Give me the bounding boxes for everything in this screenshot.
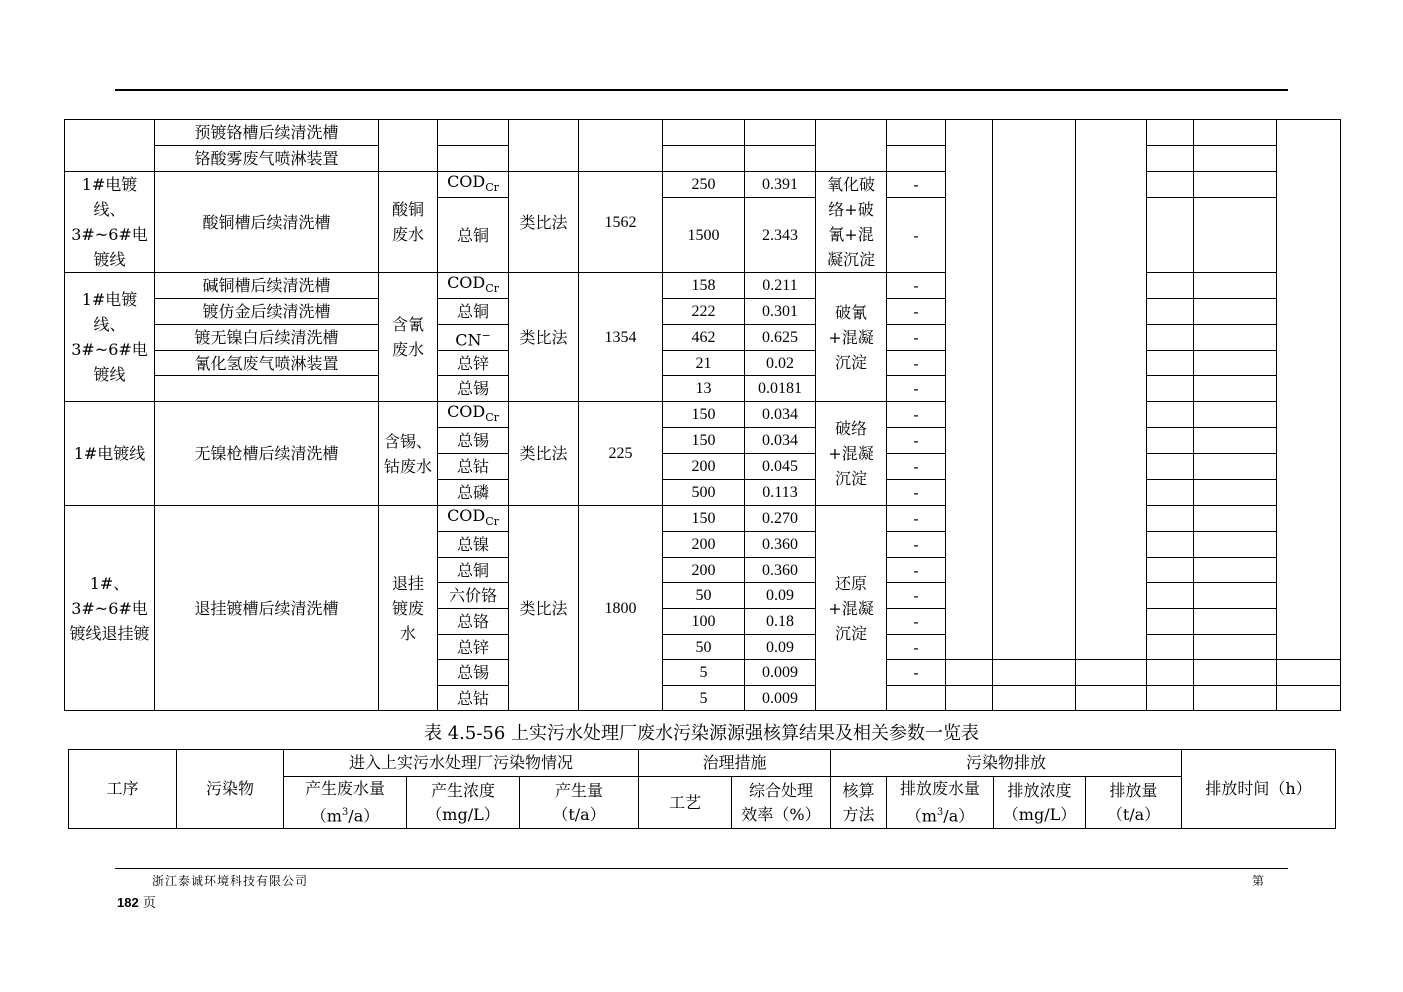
pollutant-cell xyxy=(437,298,509,325)
pollutant-cell xyxy=(437,659,509,686)
pollutant-name: 六价铬 xyxy=(448,586,497,605)
line-cell: 1#电镀线、3#~6#电镀线 xyxy=(64,171,155,273)
header-inflow-group: 进入上实污水处理厂污染物情况 xyxy=(283,749,639,777)
pollutant-cell xyxy=(437,685,509,711)
process-cell: 镀仿金后续清洗槽 xyxy=(154,298,379,325)
treatment-cell: 氧化破络+破氰+混凝沉淀 xyxy=(815,171,887,273)
conc-cell: 250 xyxy=(662,171,745,198)
blank-cell xyxy=(992,659,1076,686)
amount-cell: 0.270 xyxy=(744,505,816,532)
blank-cell xyxy=(1193,298,1277,325)
blank-cell xyxy=(1193,531,1277,558)
blank-cell xyxy=(1146,197,1194,273)
emission-cell: - xyxy=(886,479,946,506)
blank-cell xyxy=(1146,634,1194,660)
header-process: 工序 xyxy=(68,749,177,829)
conc-cell: 5 xyxy=(662,659,745,686)
header-rule xyxy=(115,89,1288,91)
conc-cell: 50 xyxy=(662,582,745,609)
conc-cell: 150 xyxy=(662,401,745,428)
amount-cell: 0.391 xyxy=(744,171,816,198)
conc-cell: 13 xyxy=(662,375,745,402)
blank-cell xyxy=(1193,634,1277,660)
emission-cell: - xyxy=(886,634,946,660)
blank-cell xyxy=(1276,685,1341,711)
amount-cell: 0.045 xyxy=(744,453,816,480)
table-caption: 表 4.5-56 上实污水处理厂废水污染源源强核算结果及相关参数一览表 xyxy=(423,723,980,744)
page-suffix: 页 xyxy=(138,896,156,911)
volume-cell: 1562 xyxy=(578,171,663,273)
amount-cell: 0.02 xyxy=(744,350,816,376)
pollutant-cell xyxy=(437,119,509,146)
line-cell xyxy=(64,119,155,172)
process-cell: 镀无镍白后续清洗槽 xyxy=(154,324,379,351)
blank-cell xyxy=(1193,145,1277,172)
pollutant-name: $COD_{Cr}$ xyxy=(447,505,499,529)
amount-cell: 0.18 xyxy=(744,608,816,635)
amount-cell: 0.009 xyxy=(744,685,816,711)
pollutant-name: $COD_{Cr}$ xyxy=(447,401,499,425)
page-number: 182 xyxy=(117,895,139,910)
conc-cell: 200 xyxy=(662,453,745,480)
emission-cell: - xyxy=(886,608,946,635)
process-cell xyxy=(154,375,379,402)
conc-cell: 200 xyxy=(662,557,745,583)
footer-page-number xyxy=(117,892,156,911)
emission-cell xyxy=(886,685,946,711)
pollutant-name: 总钴 xyxy=(456,688,489,708)
blank-cell xyxy=(1193,685,1277,711)
amount-cell xyxy=(744,145,816,172)
emission-cell: - xyxy=(886,659,946,686)
amount-cell: 0.09 xyxy=(744,582,816,609)
method-cell: 类比法 xyxy=(508,401,579,506)
blank-cell xyxy=(1146,324,1194,351)
volume-cell xyxy=(578,119,663,172)
blank-cell xyxy=(992,685,1076,711)
conc-cell xyxy=(662,119,745,146)
blank-cell xyxy=(1146,171,1194,198)
emission-cell: - xyxy=(886,171,946,198)
blank-cell xyxy=(1146,505,1194,532)
header-inflow-volume: 产生废水量 $(m^3/a)$ xyxy=(283,776,407,829)
pollutant-cell xyxy=(437,401,509,428)
method-cell: 类比法 xyxy=(508,272,579,402)
pollutant-cell xyxy=(437,608,509,635)
blank-cell xyxy=(1146,401,1194,428)
emission-cell xyxy=(886,119,946,146)
blank-cell xyxy=(1276,659,1341,686)
blank-cell xyxy=(1146,427,1194,454)
process-cell: 碱铜槽后续清洗槽 xyxy=(154,272,379,299)
conc-cell: 5 xyxy=(662,685,745,711)
method-cell: 类比法 xyxy=(508,171,579,273)
emission-cell: - xyxy=(886,427,946,454)
emission-cell: - xyxy=(886,350,946,376)
header-inflow-amount: 产生量 （t/a） xyxy=(519,776,639,829)
header-pollutant: 污染物 xyxy=(176,749,284,829)
method-cell: 类比法 xyxy=(508,505,579,711)
blank-cell xyxy=(1193,557,1277,583)
pollutant-name: 总钴 xyxy=(456,457,489,476)
pollutant-name: 总锡 xyxy=(456,379,489,398)
volume-cell: 225 xyxy=(578,401,663,506)
pollutant-cell xyxy=(437,350,509,376)
emission-cell: - xyxy=(886,298,946,325)
conc-cell: 50 xyxy=(662,634,745,660)
process-cell: 酸铜槽后续清洗槽 xyxy=(154,171,379,273)
pollutant-name: 总铜 xyxy=(456,560,489,580)
blank-cell xyxy=(1193,197,1277,273)
blank-cell xyxy=(1193,427,1277,454)
conc-cell: 158 xyxy=(662,272,745,299)
process-cell: 无镍枪槽后续清洗槽 xyxy=(154,401,379,506)
conc-cell: 100 xyxy=(662,608,745,635)
conc-cell: 222 xyxy=(662,298,745,325)
header-emission-group: 污染物排放 xyxy=(830,749,1182,777)
pollutant-cell xyxy=(437,324,509,351)
blank-cell xyxy=(1193,608,1277,635)
volume-cell: 1354 xyxy=(578,272,663,402)
pollutant-cell xyxy=(437,505,509,532)
emission-cell: - xyxy=(886,453,946,480)
blank-cell xyxy=(1193,350,1277,376)
emission-cell: - xyxy=(886,557,946,583)
treatment-cell: 破氰+混凝沉淀 xyxy=(815,272,887,402)
header-out-amount: 排放量 （t/a） xyxy=(1085,776,1182,829)
conc-cell: 462 xyxy=(662,324,745,351)
pollutant-cell xyxy=(437,453,509,480)
wastewater-cell: 含锡、钴废水 xyxy=(378,401,438,506)
blank-cell xyxy=(1193,272,1277,299)
emission-cell: - xyxy=(886,197,946,273)
header-calc-method: 核算 方法 xyxy=(830,776,887,829)
blank-cell xyxy=(1146,531,1194,558)
blank-cell xyxy=(1193,505,1277,532)
amount-cell: 0.211 xyxy=(744,272,816,299)
blank-cell xyxy=(1146,145,1194,172)
header-out-conc: 排放浓度 （mg/L） xyxy=(993,776,1086,829)
line-cell: 1#电镀线、3#~6#电镀线 xyxy=(64,272,155,402)
pollutant-cell xyxy=(437,272,509,299)
wastewater-cell: 退挂镀废水 xyxy=(378,505,438,711)
blank-cell xyxy=(1146,608,1194,635)
blank-cell xyxy=(1146,350,1194,376)
wastewater-cell: 含氰废水 xyxy=(378,272,438,402)
blank-cell xyxy=(945,685,993,711)
blank-cell xyxy=(1146,453,1194,480)
pollutant-name: 总锌 xyxy=(456,353,489,373)
emission-cell: - xyxy=(886,505,946,532)
header-inflow-conc: 产生浓度 （mg/L） xyxy=(406,776,520,829)
amount-cell xyxy=(744,119,816,146)
pollutant-name: 总铜 xyxy=(456,225,489,245)
pollutant-cell xyxy=(437,582,509,609)
wastewater-cell xyxy=(378,119,438,172)
line-cell: 1#电镀线 xyxy=(64,401,155,506)
blank-cell xyxy=(1146,685,1194,711)
amount-cell: 0.625 xyxy=(744,324,816,351)
pollutant-cell xyxy=(437,634,509,660)
pollutant-cell xyxy=(437,197,509,273)
footer-company: 浙江泰诚环境科技有限公司 xyxy=(152,874,309,888)
blank-cell xyxy=(1193,659,1277,686)
header-treatment-process: 工艺 xyxy=(638,776,732,829)
header-emission-time: 排放时间（h） xyxy=(1181,749,1336,829)
blank-cell xyxy=(1193,119,1277,146)
header-treatment-eff: 综合处理 效率（%） xyxy=(731,776,831,829)
conc-cell: 1500 xyxy=(662,197,745,273)
conc-cell xyxy=(662,145,745,172)
volume-cell: 1800 xyxy=(578,505,663,711)
wastewater-cell: 酸铜废水 xyxy=(378,171,438,273)
pollutant-name: $COD_{Cr}$ xyxy=(447,171,499,195)
emission-cell: - xyxy=(886,272,946,299)
method-cell xyxy=(508,119,579,172)
pollutant-name: 总铜 xyxy=(456,302,489,321)
blank-cell xyxy=(1146,272,1194,299)
blank-cell xyxy=(945,659,993,686)
pollutant-name: 总铬 xyxy=(456,612,489,631)
treatment-cell xyxy=(815,119,887,172)
treatment-cell: 破络+混凝沉淀 xyxy=(815,401,887,506)
amount-cell: 0.301 xyxy=(744,298,816,325)
blank-cell xyxy=(1193,582,1277,609)
amount-cell: 0.360 xyxy=(744,557,816,583)
conc-cell: 21 xyxy=(662,350,745,376)
process-cell: 退挂镀槽后续清洗槽 xyxy=(154,505,379,711)
blank-cell xyxy=(1075,685,1147,711)
pollutant-cell xyxy=(437,557,509,583)
blank-cell xyxy=(1146,557,1194,583)
pollutant-name: CN− xyxy=(455,328,491,350)
blank-cell xyxy=(1075,119,1147,660)
blank-cell xyxy=(1146,659,1194,686)
pollutant-cell xyxy=(437,531,509,558)
amount-cell: 0.09 xyxy=(744,634,816,660)
pollutant-cell xyxy=(437,427,509,454)
blank-cell xyxy=(1146,119,1194,146)
process-cell: 氰化氢废气喷淋装置 xyxy=(154,350,379,376)
pollutant-name: $COD_{Cr}$ xyxy=(447,272,499,296)
amount-cell: 0.034 xyxy=(744,427,816,454)
amount-cell: 0.113 xyxy=(744,479,816,506)
emission-cell: - xyxy=(886,401,946,428)
emission-cell: - xyxy=(886,582,946,609)
amount-cell: 0.009 xyxy=(744,659,816,686)
blank-cell xyxy=(1193,324,1277,351)
conc-cell: 150 xyxy=(662,427,745,454)
header-treatment-group: 治理措施 xyxy=(638,749,831,777)
blank-cell xyxy=(1075,659,1147,686)
pollutant-name: 总锡 xyxy=(456,431,489,450)
blank-cell xyxy=(1193,171,1277,198)
blank-cell xyxy=(992,119,1076,660)
emission-cell: - xyxy=(886,531,946,558)
amount-cell: 0.0181 xyxy=(744,375,816,402)
blank-cell xyxy=(1146,298,1194,325)
pollutant-name: 总镍 xyxy=(456,535,489,554)
emission-cell xyxy=(886,145,946,172)
blank-cell xyxy=(1193,479,1277,506)
pollutant-name: 总磷 xyxy=(456,483,489,502)
process-cell: 铬酸雾废气喷淋装置 xyxy=(154,145,379,172)
blank-cell xyxy=(1193,453,1277,480)
footer-page-label: 第 xyxy=(1252,874,1265,888)
blank-cell xyxy=(1146,582,1194,609)
conc-cell: 500 xyxy=(662,479,745,506)
blank-cell xyxy=(1146,375,1194,402)
header-out-volume: 排放废水量 $(m^3/a)$ xyxy=(886,776,994,829)
pollutant-cell xyxy=(437,171,509,198)
treatment-cell: 还原+混凝沉淀 xyxy=(815,505,887,711)
line-cell: 1#、3#~6#电镀线退挂镀 xyxy=(64,505,155,711)
conc-cell: 150 xyxy=(662,505,745,532)
amount-cell: 0.034 xyxy=(744,401,816,428)
pollutant-name: 总锌 xyxy=(456,637,489,657)
blank-cell xyxy=(1146,479,1194,506)
footer-rule xyxy=(115,868,1288,869)
conc-cell: 200 xyxy=(662,531,745,558)
amount-cell: 0.360 xyxy=(744,531,816,558)
blank-cell xyxy=(945,119,993,660)
blank-cell xyxy=(1193,401,1277,428)
process-cell: 预镀铬槽后续清洗槽 xyxy=(154,119,379,146)
pollutant-name: 总锡 xyxy=(456,663,489,682)
emission-cell: - xyxy=(886,375,946,402)
blank-cell xyxy=(1193,375,1277,402)
blank-cell xyxy=(1276,119,1341,660)
emission-cell: - xyxy=(886,324,946,351)
amount-cell: 2.343 xyxy=(744,197,816,273)
